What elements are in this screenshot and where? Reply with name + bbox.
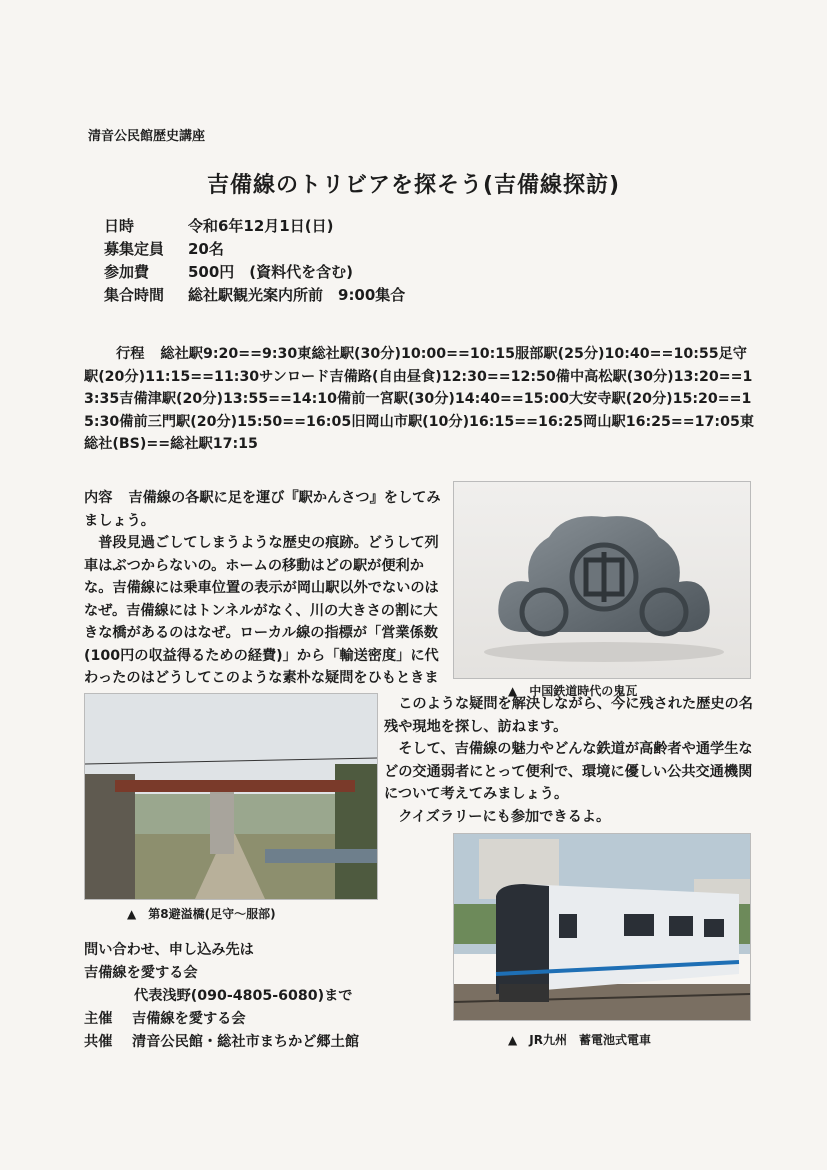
train-caption — [508, 1031, 651, 1048]
triangle-marker-icon: ▲ — [508, 684, 518, 698]
onigawara-image — [454, 482, 750, 678]
info-label: 募集定員 — [104, 240, 165, 258]
triangle-marker-icon: ▲ — [508, 1033, 518, 1047]
info-row-meeting — [104, 284, 405, 307]
info-row-capacity — [104, 238, 405, 261]
itinerary-text: 総社駅9:20==9:30東総社駅(30分)10:00==10:15服部駅(25分)10:40==10:55足守駅(20分)11:15==11:30サンロード吉備路(自由昼食)12:30==12:50備中高松駅(30分)13:20==13:35吉備津駅(20分)13:55==14:10備前一宮駅(30分)14:40==15:00大安寺駅(20分)15:20==15:30備前三門駅(20分)15:50==16:05旧岡山市駅(10分)16:15==16:25岡山駅16:25==17:05東総社(BS)==総社駅17:15 — [84, 346, 755, 452]
info-label: 日時 — [104, 217, 135, 235]
description-right — [384, 693, 756, 828]
content-body: 普段見過ごしてしまうような歴史の痕跡。どうして列車はぶつからないの。ホームの移動はどの駅が便利かな。吉備線には乗車位置の表示が岡山駅以外でないのはなぜ。吉備線にはトンネルがなく、川の大きさの割に大きな橋があるのはなぜ。ローカル線の指標が「営業係数(100円の収益得るための経費)」から「輸送密度」に代わったのはどうしてこのような素朴な疑問をひもときま — [84, 535, 439, 686]
content-para3: そして、吉備線の魅力やどんな鉄道が高齢者や通学生などの交通弱者にとって便利で、環境に優しい公共交通機関について考えてみましょう。 — [384, 741, 753, 802]
content-label: 内容 — [84, 490, 113, 506]
itinerary — [84, 343, 756, 456]
contact-rep: 代表浅野(090-4805-6080)まで — [134, 988, 353, 1004]
info-row-fee — [104, 261, 405, 284]
cohost-row — [84, 1031, 359, 1054]
info-label: 集合時間 — [104, 286, 165, 304]
content-intro — [84, 487, 444, 532]
train-photo — [453, 833, 751, 1021]
caption-text: 中国鉄道時代の鬼瓦 — [529, 684, 638, 698]
host-name: 吉備線を愛する会 — [132, 1011, 246, 1027]
event-info — [104, 215, 405, 307]
content-section — [84, 487, 444, 712]
content-para4: クイズラリーにも参加できるよ。 — [398, 808, 611, 825]
event-title: 吉備線のトリビアを探そう(吉備線探訪) — [206, 173, 621, 198]
info-value: 20名 — [188, 240, 224, 258]
train-image — [454, 834, 750, 1020]
host-label: 主催 — [84, 1011, 113, 1027]
caption-text: 第8避溢橋(足守～服部) — [148, 907, 276, 921]
bridge-image — [85, 694, 377, 899]
onigawara-photo — [453, 481, 751, 679]
info-value: 令和6年12月1日(日) — [188, 217, 334, 235]
caption-text: JR九州 蓄電池式電車 — [529, 1033, 651, 1047]
content-intro-text: 吉備線の各駅に足を運び『駅かんさつ』をしてみましょう。 — [84, 490, 441, 529]
bridge-caption — [127, 905, 276, 922]
content-para2: このような疑問を解決しながら、今に残された歴史の名残や現地を探し、訪ねます。 — [384, 696, 753, 735]
bridge-photo — [84, 693, 378, 900]
info-value: 総社駅観光案内所前 9:00集合 — [188, 286, 406, 304]
host-row — [84, 1008, 359, 1031]
info-value: 500円 (資料代を含む) — [188, 263, 354, 281]
contact-org: 吉備線を愛する会 — [84, 965, 198, 981]
contact-heading: 問い合わせ、申し込み先は — [84, 942, 254, 958]
info-label: 参加費 — [104, 263, 150, 281]
cohost-name: 清音公民館・総社市まちかど郷土館 — [132, 1034, 360, 1050]
series-name: 清音公民館歴史講座 — [88, 129, 206, 144]
info-row-date — [104, 215, 405, 238]
itinerary-label: 行程 — [116, 346, 145, 362]
contact-section — [84, 939, 359, 1054]
cohost-label: 共催 — [84, 1034, 113, 1050]
triangle-marker-icon: ▲ — [127, 907, 137, 921]
